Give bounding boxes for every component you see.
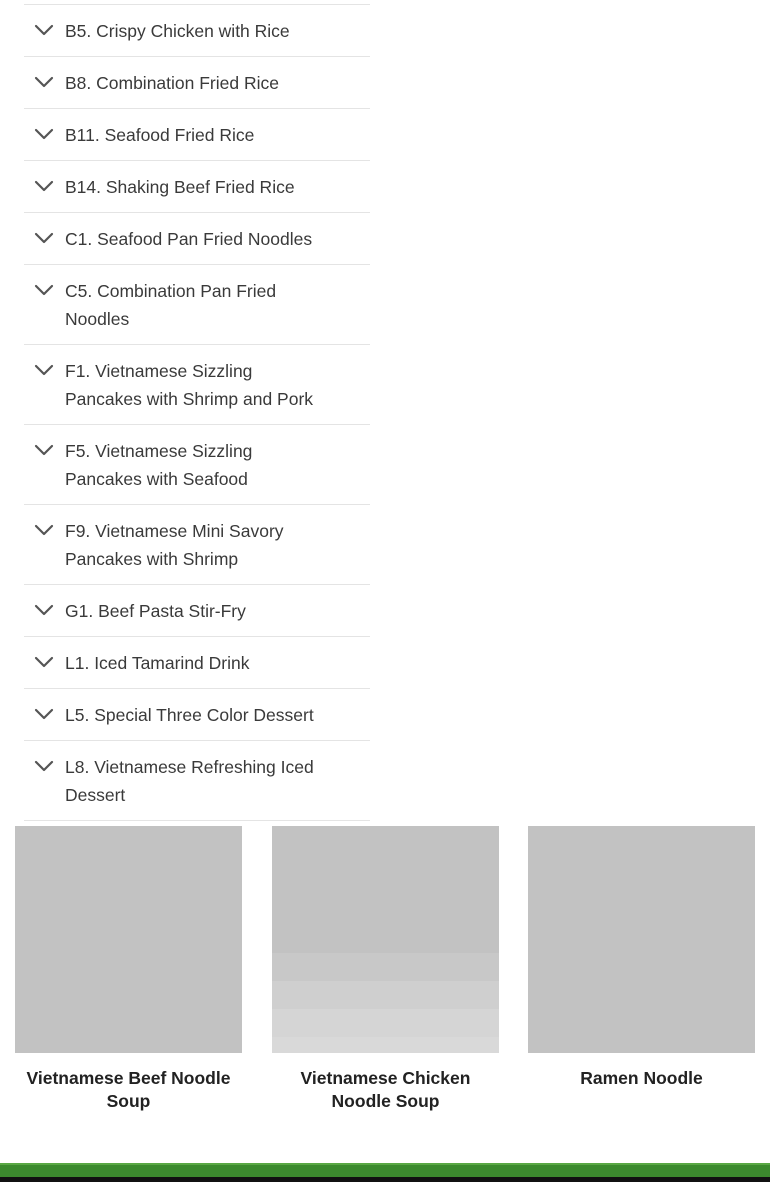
product-name[interactable]: Vietnamese Chicken Noodle Soup bbox=[300, 1068, 471, 1111]
accordion-item-label: G1. Beef Pasta Stir-Fry bbox=[65, 601, 246, 621]
product-name[interactable]: Vietnamese Beef Noodle Soup bbox=[26, 1068, 231, 1111]
accordion-item[interactable] bbox=[24, 425, 370, 505]
product-card bbox=[15, 826, 242, 1113]
chevron-down-icon[interactable] bbox=[34, 523, 54, 537]
accordion-item[interactable] bbox=[24, 213, 370, 265]
footer-top-band bbox=[0, 1163, 770, 1177]
accordion-item-label: L8. Vietnamese Refreshing Iced Dessert bbox=[65, 757, 314, 805]
accordion-item[interactable] bbox=[24, 637, 370, 689]
accordion-item-label: B5. Crispy Chicken with Rice bbox=[65, 21, 290, 41]
product-name[interactable]: Ramen Noodle bbox=[580, 1068, 703, 1088]
chevron-down-icon[interactable] bbox=[34, 603, 54, 617]
accordion-item[interactable] bbox=[24, 689, 370, 741]
accordion-item[interactable] bbox=[24, 741, 370, 821]
accordion-item-label: F1. Vietnamese Sizzling Pancakes with Shrimp and Pork bbox=[65, 361, 314, 409]
chevron-down-icon[interactable] bbox=[34, 283, 54, 297]
accordion-item[interactable] bbox=[24, 161, 370, 213]
accordion-item-label: B11. Seafood Fried Rice bbox=[65, 125, 255, 145]
chevron-down-icon[interactable] bbox=[34, 363, 54, 377]
chevron-down-icon[interactable] bbox=[34, 707, 54, 721]
product-image[interactable] bbox=[15, 826, 242, 1053]
accordion-item[interactable] bbox=[24, 109, 370, 161]
accordion-item-label: B8. Combination Fried Rice bbox=[65, 73, 279, 93]
product-card bbox=[528, 826, 755, 1090]
chevron-down-icon[interactable] bbox=[34, 75, 54, 89]
chevron-down-icon[interactable] bbox=[34, 127, 54, 141]
accordion-item[interactable] bbox=[24, 585, 370, 637]
chevron-down-icon[interactable] bbox=[34, 655, 54, 669]
accordion-item-label: C5. Combination Pan Fried Noodles bbox=[65, 281, 277, 329]
accordion-item[interactable] bbox=[24, 505, 370, 585]
accordion-item[interactable] bbox=[24, 345, 370, 425]
chevron-down-icon[interactable] bbox=[34, 231, 54, 245]
accordion-item[interactable] bbox=[24, 57, 370, 109]
chevron-down-icon[interactable] bbox=[34, 179, 54, 193]
accordion-item-label: F5. Vietnamese Sizzling Pancakes with Seafood bbox=[65, 441, 253, 489]
chevron-down-icon[interactable] bbox=[34, 23, 54, 37]
related-products bbox=[15, 826, 755, 1126]
accordion-item-label: B14. Shaking Beef Fried Rice bbox=[65, 177, 295, 197]
accordion-item-label: C1. Seafood Pan Fried Noodles bbox=[65, 229, 313, 249]
menu-accordion bbox=[24, 4, 370, 821]
accordion-item[interactable] bbox=[24, 5, 370, 57]
accordion-item-label: L5. Special Three Color Dessert bbox=[65, 705, 314, 725]
footer bbox=[0, 1177, 770, 1182]
product-card bbox=[272, 826, 499, 1113]
product-image[interactable] bbox=[272, 826, 499, 1053]
accordion-item-label: L1. Iced Tamarind Drink bbox=[65, 653, 250, 673]
chevron-down-icon[interactable] bbox=[34, 443, 54, 457]
accordion-item[interactable] bbox=[24, 265, 370, 345]
chevron-down-icon[interactable] bbox=[34, 759, 54, 773]
product-image[interactable] bbox=[528, 826, 755, 1053]
accordion-item-label: F9. Vietnamese Mini Savory Pancakes with Shrimp bbox=[65, 521, 284, 569]
